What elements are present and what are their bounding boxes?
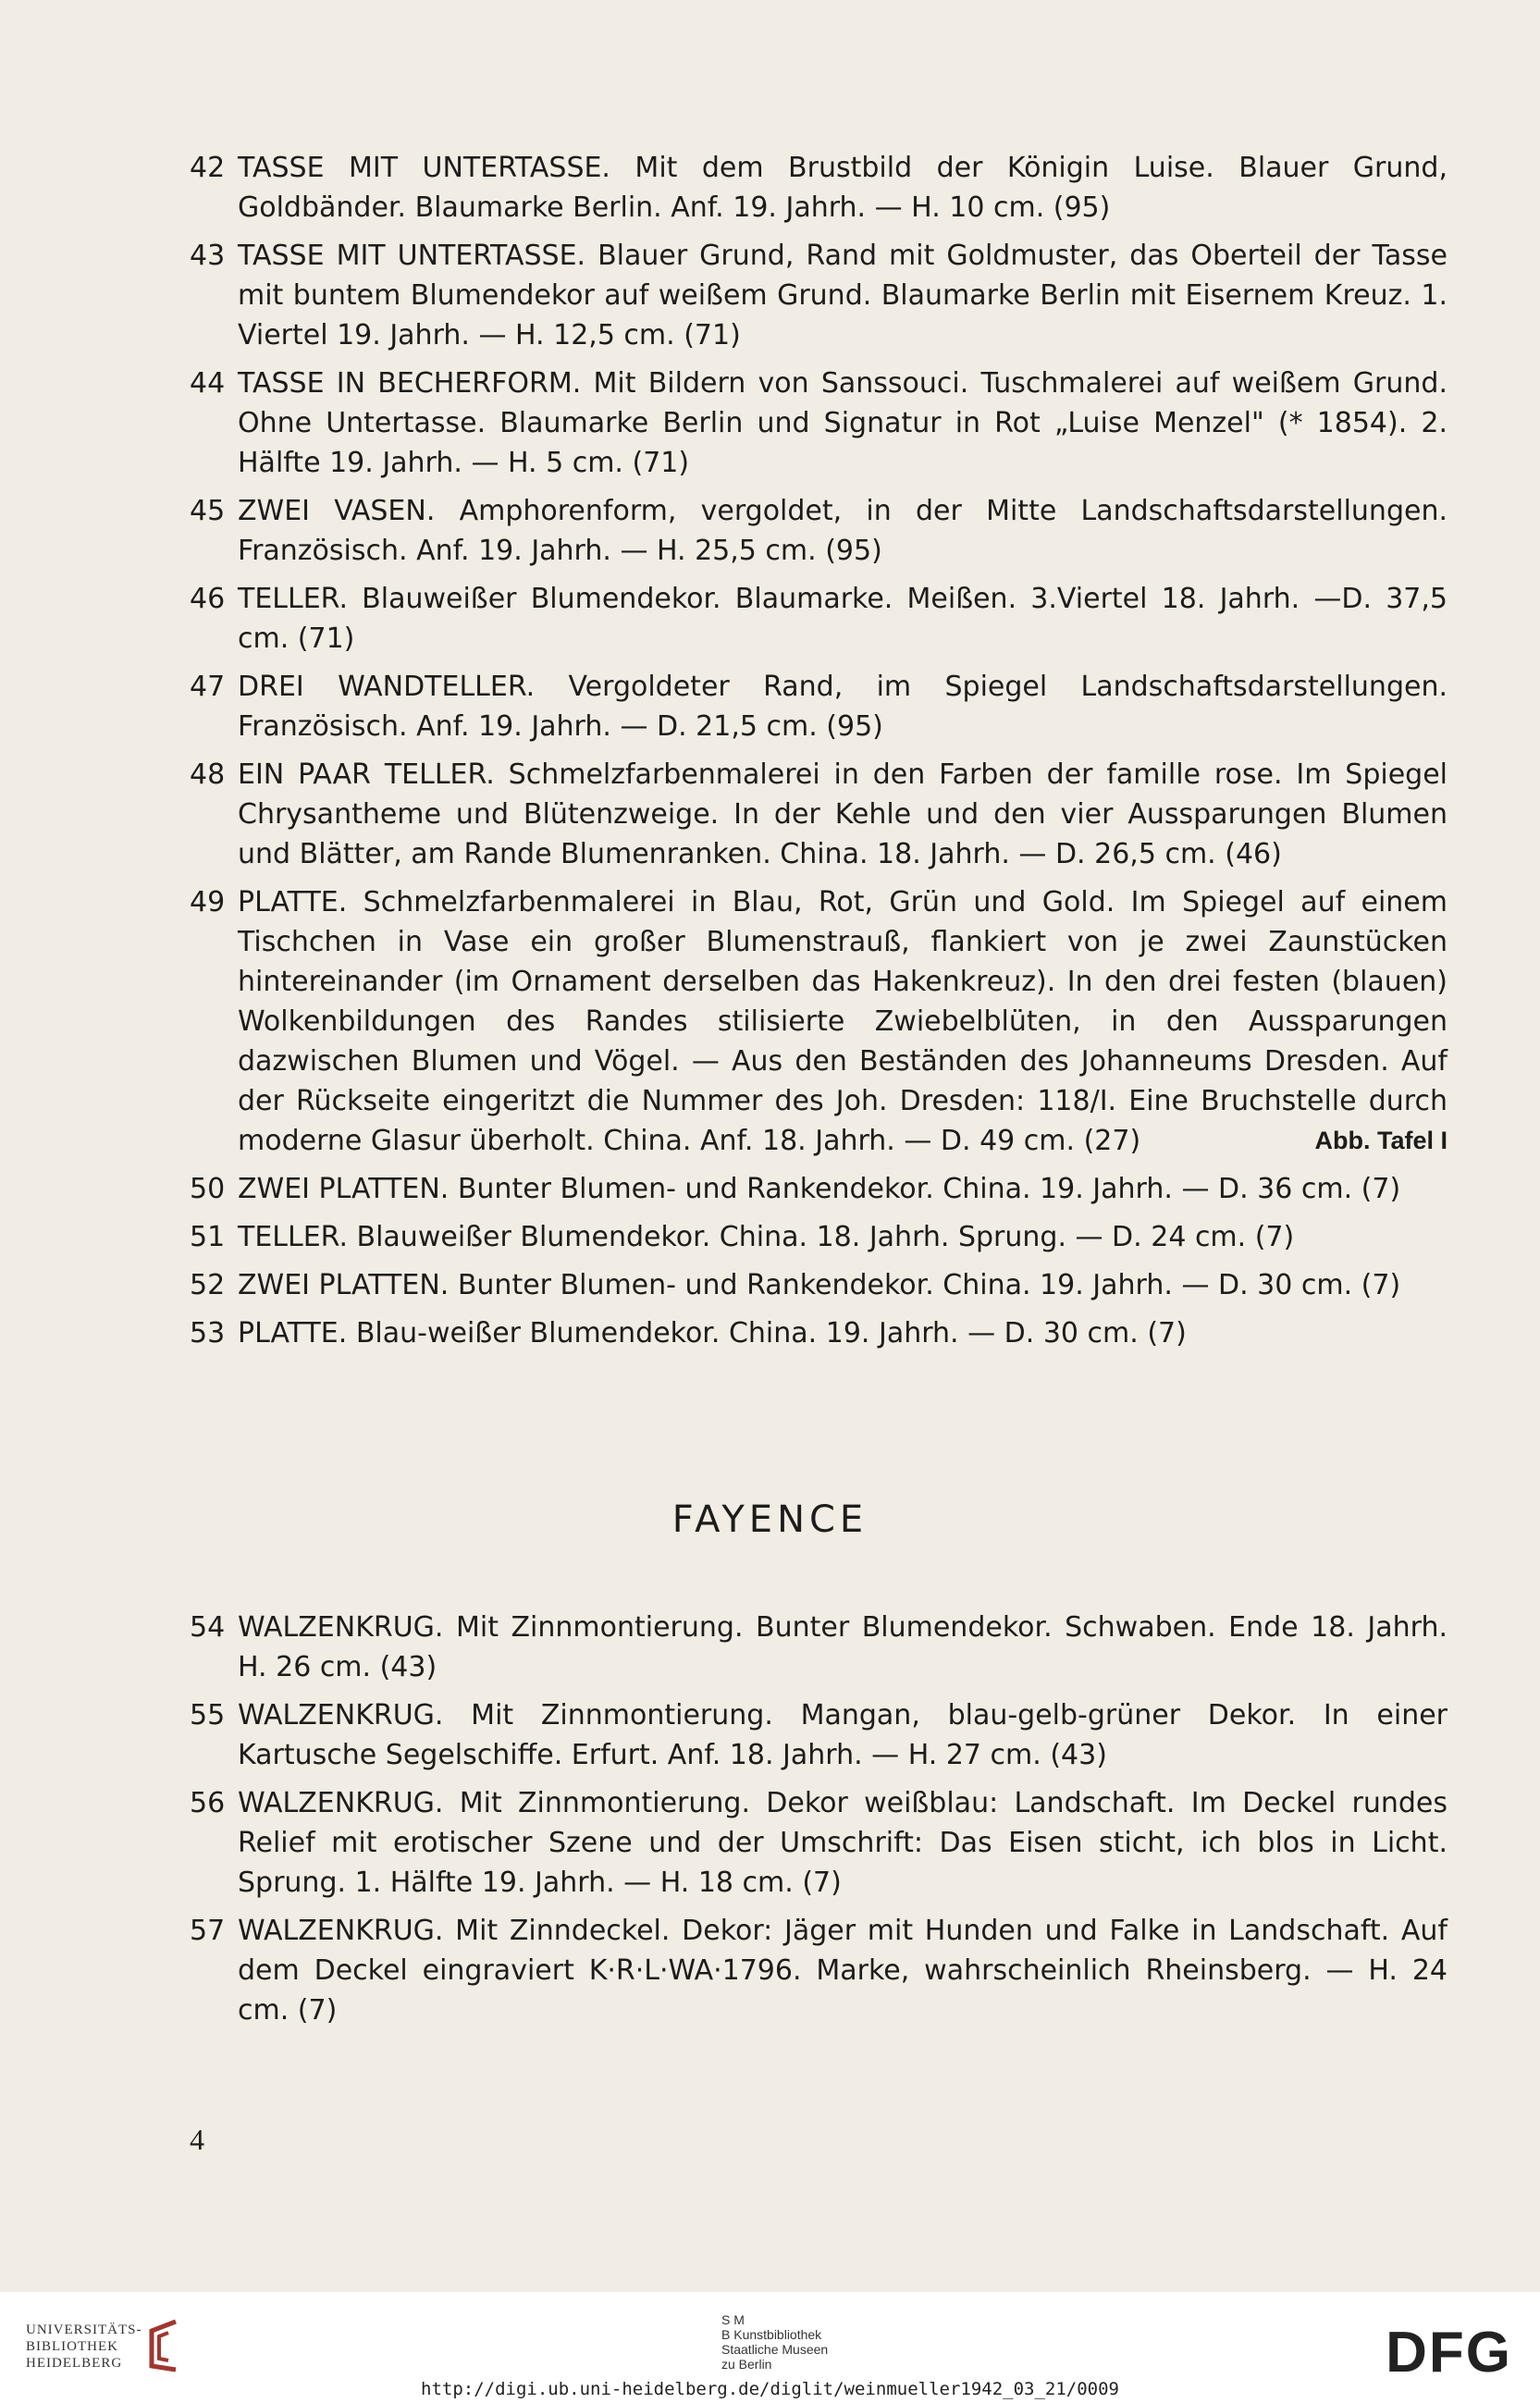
permalink-url[interactable]: http://digi.ub.uni-heidelberg.de/diglit/weinmueller1942_03_21/0009 [421,2379,1119,2399]
catalog-entry [190,1169,1448,1209]
catalog-entry [190,1217,1448,1257]
entry-text: WALZENKRUG. Mit Zinnmontierung. Mangan, blau-gelb-grüner Dekor. In einer Kartusche Segelschiffe. Erfurt. Anf. 18. Jahrh. — H. 27 cm. (43) [238,1699,1448,1771]
entry-number: 53 [190,1317,226,1349]
library-logo-icon[interactable] [139,2318,183,2373]
entry-number: 50 [190,1173,226,1205]
entry-text: TELLER. Blauweißer Blumendekor. China. 18. Jahrh. Sprung. — D. 24 cm. (7) [238,1221,1295,1253]
entry-text: TASSE MIT UNTERTASSE. Blauer Grund, Rand mit Goldmuster, das Oberteil der Tasse mit buntem Blumendekor auf weißem Grund. Blaumarke Berlin mit Eisernem Kreuz. 1. Viertel 19. Jahrh. — H. 12,5 cm. (71) [238,240,1448,351]
entry-number: 54 [190,1611,226,1644]
entry-number: 46 [190,583,226,615]
entry-number: 49 [190,886,226,918]
catalog-entry [190,667,1448,746]
entry-number: 48 [190,758,226,791]
entry-number: 45 [190,495,226,527]
entry-number: 57 [190,1915,226,1947]
entry-text: WALZENKRUG. Mit Zinnmontierung. Bunter Blumendekor. Schwaben. Ende 18. Jahrh. H. 26 cm. (43) [238,1611,1448,1683]
entry-text: TASSE MIT UNTERTASSE. Mit dem Brustbild der Königin Luise. Blauer Grund, Goldbänder. Blaumarke Berlin. Anf. 19. Jahrh. — H. 10 cm. (95) [238,152,1448,224]
catalog-entry [190,755,1448,874]
dfg-logo[interactable]: DFG [1386,2321,1512,2385]
entry-text: ZWEI PLATTEN. Bunter Blumen- und Rankendekor. China. 19. Jahrh. — D. 36 cm. (7) [238,1173,1401,1205]
entry-number: 42 [190,152,226,184]
catalog-entry [190,1608,1448,1687]
entry-number: 47 [190,671,226,703]
entry-text: TASSE IN BECHERFORM. Mit Bildern von Sanssouci. Tuschmalerei auf weißem Grund. Ohne Untertasse. Blaumarke Berlin und Signatur in Rot „Luise Menzel" (* 1854). 2. Hälfte 19. Jahrh. — H. 5 cm. (71) [238,367,1448,479]
library-line: HEIDELBERG [26,2356,123,2371]
entry-text: TELLER. Blauweißer Blumendekor. Blaumarke. Meißen. 3.Viertel 18. Jahrh. —D. 37,5 cm. (71) [238,583,1448,655]
catalog-entry [190,579,1448,659]
catalog-entry [190,148,1448,228]
catalog-entry [190,364,1448,483]
entry-text: PLATTE. Blau-weißer Blumendekor. China. 19. Jahrh. — D. 30 cm. (7) [238,1317,1187,1349]
entry-text: WALZENKRUG. Mit Zinndeckel. Dekor: Jäger mit Hunden und Falke in Landschaft. Auf dem Deckel eingraviert K·R·L·WA·1796. Marke, wahrscheinlich Rheinsberg. — H. 24 cm. (7) [238,1915,1448,2027]
library-logo-text[interactable] [26,2322,142,2372]
catalog-entries-porcelain [190,148,1448,1362]
stamp-line: S M [721,2312,745,2327]
catalog-entries-fayence [190,1608,1448,2039]
entry-number: 44 [190,367,226,400]
stamp-line: B Kunstbibliothek [721,2327,822,2342]
digitization-footer [0,2292,1540,2403]
entry-text: DREI WANDTELLER. Vergoldeter Rand, im Spiegel Landschaftsdarstellungen. Französisch. Anf. 19. Jahrh. — D. 21,5 cm. (95) [238,671,1448,743]
entry-number: 55 [190,1699,226,1731]
entry-text: ZWEI VASEN. Amphorenform, vergoldet, in der Mitte Landschaftsdarstellungen. Französisch. Anf. 19. Jahrh. — H. 25,5 cm. (95) [238,495,1448,567]
entry-number: 56 [190,1787,226,1819]
catalog-entry [190,882,1448,1161]
entry-number: 51 [190,1221,226,1253]
entry-number: 52 [190,1269,226,1301]
entry-text: WALZENKRUG. Mit Zinnmontierung. Dekor weißblau: Landschaft. Im Deckel rundes Relief mit erotischer Szene und der Umschrift: Das Eisen sticht, ich blos in Licht. Sprung. 1. Hälfte 19. Jahrh. — H. 18 cm. (7) [238,1787,1448,1899]
catalog-entry [190,1695,1448,1775]
catalog-entry [190,1783,1448,1903]
stamp-line: zu Berlin [721,2357,772,2372]
catalog-entry [190,236,1448,355]
plate-reference: Abb. Tafel I [1314,1127,1448,1154]
entry-text: PLATTE. Schmelzfarbenmalerei in Blau, Rot, Grün und Gold. Im Spiegel auf einem Tischchen in Vase ein großer Blumenstrauß, flankiert von je zwei Zaunstücken hintereinander (im Ornament derselben das Hakenkreuz). In den drei festen (blauen) Wolkenbildungen des Randes stilisierte Zwiebelblüten, in den Aussparungen dazwischen Blumen und Vögel. — Aus den Beständen des Johanneums Dresden. Auf der Rückseite eingeritzt die Nummer des Joh. Dresden: 118/I. Eine Bruchstelle durch moderne Glasur überholt. China. Anf. 18. Jahrh. — D. 49 cm. (27) [238,886,1448,1157]
entry-text: EIN PAAR TELLER. Schmelzfarbenmalerei in den Farben der famille rose. Im Spiegel Chrysantheme und Blütenzweige. In der Kehle und den vier Aussparungen Blumen und Blätter, am Rande Blumenranken. China. 18. Jahrh. — D. 26,5 cm. (46) [238,758,1448,870]
catalog-entry [190,491,1448,571]
stamp-line: Staatliche Museen [721,2342,829,2357]
catalog-entry [190,1265,1448,1305]
catalog-entry [190,1911,1448,2030]
page-number: 4 [190,2123,204,2156]
entry-number: 43 [190,240,226,272]
section-heading: FAYENCE [671,1498,869,1541]
library-line: BIBLIOTHEK [26,2339,118,2354]
library-line: UNIVERSITÄTS- [26,2323,142,2337]
catalog-entry [190,1313,1448,1353]
entry-text: ZWEI PLATTEN. Bunter Blumen- und Rankendekor. China. 19. Jahrh. — D. 30 cm. (7) [238,1269,1401,1301]
museum-stamp [721,2312,828,2372]
